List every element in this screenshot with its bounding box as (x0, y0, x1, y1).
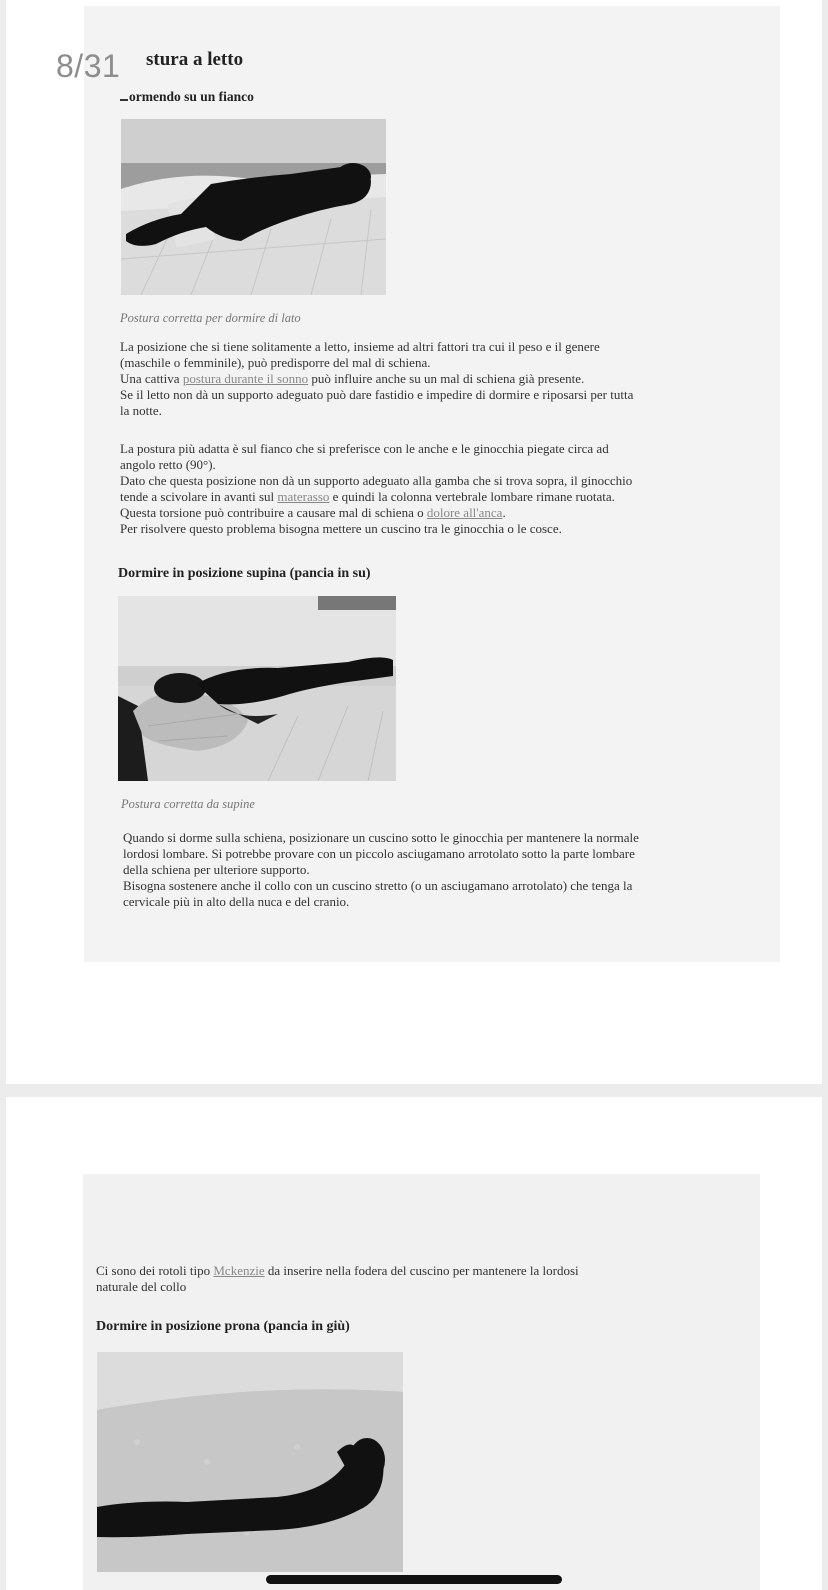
supine-heading: Dormire in posizione supina (pancia in su) (118, 566, 371, 581)
text-line: tende a scivolare in avanti sul materasso e quindi la colonna vertebrale lombare rimane ruotata. (120, 489, 615, 504)
intro-paragraph (120, 339, 750, 419)
postura-link[interactable]: postura durante il sonno (182, 371, 309, 386)
home-indicator[interactable] (266, 1575, 562, 1584)
text-line: la notte. (120, 403, 162, 418)
page-title: stura a letto (146, 49, 244, 70)
text-line: La postura più adatta è sul fianco che si preferisce con le anche e le ginocchia piegate circa ad (120, 441, 609, 456)
text-line: Una cattiva postura durante il sonno può influire anche su un mal di schiena già presente. (120, 371, 585, 386)
text-line: Ci sono dei rotoli tipo Mckenzie da inserire nella fodera del cuscino per mantenere la lordosi (96, 1263, 579, 1278)
side-sleep-paragraph (120, 441, 750, 537)
supine-sleeping-photo (118, 596, 396, 781)
mckenzie-link[interactable]: Mckenzie (213, 1263, 265, 1278)
text-line: lordosi lombare. Si potrebbe provare con un piccolo asciugamano arrotolato sotto la parte lombare (123, 846, 635, 861)
text-line: Per risolvere questo problema bisogna mettere un cuscino tra le ginocchia o le cosce. (120, 521, 562, 536)
supine-paragraph (123, 830, 753, 910)
text-line: (maschile o femminile), può predisporre del mal di schiena. (120, 355, 431, 370)
materasso-link[interactable]: materasso (277, 489, 330, 504)
text-line: naturale del collo (96, 1279, 187, 1294)
text-line: Questa torsione può contribuire a causare mal di schiena o dolore all'anca. (120, 505, 506, 520)
text-line: Quando si dorme sulla schiena, posizionare un cuscino sotto le ginocchia per mantenere la normale (123, 830, 639, 845)
text-line: Se il letto non dà un supporto adeguato può dare fastidio e impedire di dormire e riposarsi per tutta (120, 387, 634, 402)
prone-sleeping-photo (97, 1352, 403, 1572)
side-sleep-caption: Postura corretta per dormire di lato (120, 311, 301, 325)
text-line: angolo retto (90°). (120, 457, 216, 472)
supine-caption: Postura corretta da supine (121, 797, 255, 811)
mckenzie-paragraph (96, 1263, 736, 1295)
side-sleeping-photo (121, 119, 386, 295)
side-sleep-heading: ormendo su un fianco (120, 89, 254, 105)
prone-heading: Dormire in posizione prona (pancia in giù) (96, 1319, 350, 1334)
text-line: della schiena per ulteriore supporto. (123, 862, 310, 877)
page-counter: 8/31 (56, 48, 121, 84)
text-line: cervicale più in alto della nuca e del cranio. (123, 894, 350, 909)
text-line: Bisogna sostenere anche il collo con un cuscino stretto (o un asciugamano arrotolato) che tenga la (123, 878, 633, 893)
text-line: Dato che questa posizione non dà un supporto adeguato alla gamba che si trova sopra, il ginocchio (120, 473, 633, 488)
dolore-anca-link[interactable]: dolore all'anca (426, 505, 503, 520)
text-line: La posizione che si tiene solitamente a letto, insieme ad altri fattori tra cui il peso e il genere (120, 339, 600, 354)
